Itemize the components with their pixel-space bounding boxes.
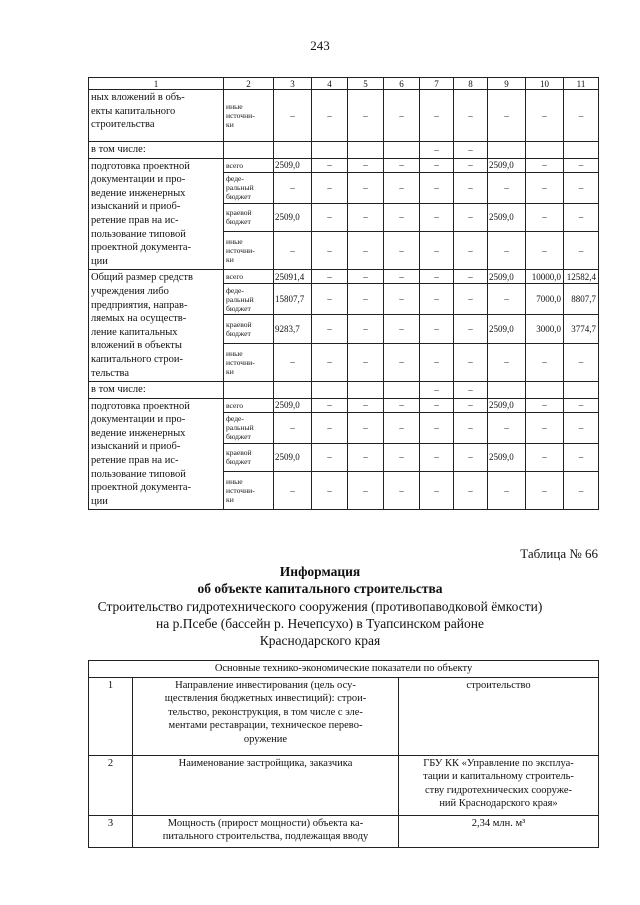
value-cell: – bbox=[454, 142, 488, 159]
value-cell: 12582,4 bbox=[564, 270, 599, 284]
funding-source: феде- ральный бюджет bbox=[224, 412, 274, 443]
value-cell: – bbox=[348, 270, 384, 284]
funding-source: феде- ральный бюджет bbox=[224, 284, 274, 315]
value-cell: – bbox=[384, 270, 420, 284]
value-cell: 2509,0 bbox=[488, 270, 526, 284]
funding-source: иные источни- ки bbox=[224, 231, 274, 269]
value-cell: – bbox=[526, 472, 564, 510]
column-header: 1 bbox=[89, 78, 224, 90]
value-cell: – bbox=[420, 172, 454, 203]
value-cell: – bbox=[488, 412, 526, 443]
funding-source: всего bbox=[224, 398, 274, 412]
value-cell: – bbox=[348, 284, 384, 315]
value-cell: – bbox=[454, 398, 488, 412]
value-cell: – bbox=[312, 412, 348, 443]
funding-source: иные источни- ки bbox=[224, 472, 274, 510]
value-cell: – bbox=[348, 158, 384, 172]
value-cell: – bbox=[348, 443, 384, 471]
value-cell: – bbox=[488, 231, 526, 269]
value-cell: 10000,0 bbox=[526, 270, 564, 284]
value-cell: – bbox=[420, 284, 454, 315]
value-cell: – bbox=[312, 284, 348, 315]
funding-source: краевой бюджет bbox=[224, 315, 274, 343]
table-row bbox=[89, 270, 599, 284]
value-cell: 2509,0 bbox=[274, 203, 312, 231]
value-cell: – bbox=[526, 412, 564, 443]
value-cell bbox=[384, 382, 420, 399]
indicator-row bbox=[89, 755, 599, 815]
value-cell: – bbox=[564, 343, 599, 381]
column-header: 3 bbox=[274, 78, 312, 90]
value-cell: – bbox=[564, 412, 599, 443]
value-cell: 2509,0 bbox=[488, 398, 526, 412]
value-cell: 9283,7 bbox=[274, 315, 312, 343]
row-description: в том числе: bbox=[89, 142, 224, 159]
value-cell: – bbox=[564, 443, 599, 471]
value-cell: – bbox=[348, 343, 384, 381]
header-row bbox=[89, 78, 599, 90]
column-header: 9 bbox=[488, 78, 526, 90]
value-cell: – bbox=[312, 231, 348, 269]
value-cell: – bbox=[384, 90, 420, 142]
value-cell: – bbox=[312, 443, 348, 471]
value-cell: 25091,4 bbox=[274, 270, 312, 284]
value-cell: – bbox=[454, 443, 488, 471]
value-cell: – bbox=[454, 90, 488, 142]
value-cell: – bbox=[384, 412, 420, 443]
value-cell: – bbox=[420, 142, 454, 159]
value-cell: – bbox=[526, 343, 564, 381]
info-title: Информация bbox=[279, 564, 361, 579]
funding-source bbox=[224, 382, 274, 399]
value-cell: – bbox=[274, 231, 312, 269]
value-cell: – bbox=[312, 398, 348, 412]
value-cell: – bbox=[384, 203, 420, 231]
value-cell: – bbox=[488, 472, 526, 510]
indicator-value: 2,34 млн. м³ bbox=[399, 815, 599, 847]
value-cell: 2509,0 bbox=[488, 315, 526, 343]
value-cell: – bbox=[274, 90, 312, 142]
value-cell: – bbox=[274, 343, 312, 381]
value-cell: – bbox=[564, 172, 599, 203]
indicator-row bbox=[89, 815, 599, 847]
value-cell: – bbox=[384, 158, 420, 172]
funding-source bbox=[224, 142, 274, 159]
funding-table bbox=[88, 77, 599, 510]
value-cell: – bbox=[384, 172, 420, 203]
value-cell: 3774,7 bbox=[564, 315, 599, 343]
page-number: 243 bbox=[310, 38, 330, 53]
value-cell: – bbox=[348, 90, 384, 142]
value-cell: – bbox=[420, 231, 454, 269]
indicator-number: 3 bbox=[89, 815, 133, 847]
value-cell: – bbox=[420, 398, 454, 412]
value-cell: 2509,0 bbox=[274, 398, 312, 412]
value-cell bbox=[348, 382, 384, 399]
object-name-line-3: Краснодарского края bbox=[259, 633, 381, 648]
value-cell: – bbox=[526, 172, 564, 203]
value-cell: – bbox=[348, 231, 384, 269]
value-cell bbox=[526, 382, 564, 399]
funding-source: всего bbox=[224, 270, 274, 284]
indicator-row bbox=[89, 677, 599, 755]
value-cell: – bbox=[564, 231, 599, 269]
value-cell: 8807,7 bbox=[564, 284, 599, 315]
value-cell: – bbox=[312, 472, 348, 510]
column-header: 8 bbox=[454, 78, 488, 90]
value-cell: – bbox=[454, 412, 488, 443]
value-cell: – bbox=[564, 472, 599, 510]
value-cell: – bbox=[526, 90, 564, 142]
column-header: 4 bbox=[312, 78, 348, 90]
value-cell bbox=[274, 142, 312, 159]
value-cell: – bbox=[564, 203, 599, 231]
row-description: подготовка проектной документации и про- ведение инженерных изысканий и приоб- ретение прав на ис- пользование типовой проектной документа- ции bbox=[89, 158, 224, 270]
funding-source: всего bbox=[224, 158, 274, 172]
value-cell: – bbox=[454, 158, 488, 172]
value-cell: – bbox=[348, 203, 384, 231]
value-cell: – bbox=[348, 315, 384, 343]
value-cell bbox=[312, 142, 348, 159]
column-header: 6 bbox=[384, 78, 420, 90]
value-cell: 2509,0 bbox=[274, 443, 312, 471]
value-cell: – bbox=[454, 270, 488, 284]
funding-source: феде- ральный бюджет bbox=[224, 172, 274, 203]
column-header: 5 bbox=[348, 78, 384, 90]
value-cell bbox=[564, 142, 599, 159]
value-cell: – bbox=[384, 231, 420, 269]
funding-source: краевой бюджет bbox=[224, 203, 274, 231]
value-cell bbox=[274, 382, 312, 399]
object-name-line-2: на р.Псебе (бассейн р. Нечепсухо) в Туапсинском районе bbox=[156, 616, 484, 631]
value-cell: – bbox=[420, 412, 454, 443]
value-cell bbox=[526, 142, 564, 159]
value-cell: – bbox=[488, 172, 526, 203]
column-header: 7 bbox=[420, 78, 454, 90]
value-cell: – bbox=[488, 90, 526, 142]
value-cell: – bbox=[312, 270, 348, 284]
row-description: Общий размер средств учреждения либо предприятия, направ- ляемых на осуществ- ление капитальных вложений в объекты капитального строи- тельства bbox=[89, 270, 224, 382]
table-row bbox=[89, 398, 599, 412]
table-caption: Таблица № 66 bbox=[520, 546, 598, 561]
value-cell: – bbox=[384, 443, 420, 471]
value-cell: – bbox=[488, 343, 526, 381]
value-cell: – bbox=[488, 284, 526, 315]
value-cell: – bbox=[526, 231, 564, 269]
value-cell: – bbox=[348, 412, 384, 443]
value-cell: – bbox=[420, 343, 454, 381]
value-cell: – bbox=[420, 203, 454, 231]
value-cell: – bbox=[312, 158, 348, 172]
info-subtitle: об объекте капитального строительства bbox=[197, 581, 443, 596]
column-header: 2 bbox=[224, 78, 274, 90]
value-cell: 2509,0 bbox=[488, 158, 526, 172]
table-row bbox=[89, 382, 599, 399]
table-row bbox=[89, 142, 599, 159]
value-cell: 2509,0 bbox=[274, 158, 312, 172]
value-cell: 15807,7 bbox=[274, 284, 312, 315]
indicator-label: Направление инвестирования (цель осу- ществления бюджетных инвестиций): строи- тельство, реконструкция, в том числе с эле- ментами реставрации, техническое перево- оружение bbox=[133, 677, 399, 755]
funding-source: иные источни- ки bbox=[224, 343, 274, 381]
value-cell: – bbox=[348, 172, 384, 203]
value-cell: – bbox=[454, 284, 488, 315]
funding-source: иные источни- ки bbox=[224, 90, 274, 142]
value-cell: – bbox=[454, 203, 488, 231]
table-row bbox=[89, 158, 599, 172]
value-cell: – bbox=[526, 443, 564, 471]
value-cell: – bbox=[454, 382, 488, 399]
object-name-line-1: Строительство гидротехнического сооружения (противопаводковой ёмкости) bbox=[97, 599, 543, 614]
indicator-number: 2 bbox=[89, 755, 133, 815]
value-cell: 7000,0 bbox=[526, 284, 564, 315]
value-cell bbox=[348, 142, 384, 159]
indicator-number: 1 bbox=[89, 677, 133, 755]
value-cell: – bbox=[420, 158, 454, 172]
value-cell: – bbox=[384, 398, 420, 412]
indicators-header: Основные технико-экономические показатели по объекту bbox=[89, 661, 599, 678]
value-cell: – bbox=[454, 315, 488, 343]
column-header: 10 bbox=[526, 78, 564, 90]
value-cell: – bbox=[274, 172, 312, 203]
value-cell: – bbox=[564, 158, 599, 172]
value-cell: – bbox=[384, 315, 420, 343]
value-cell bbox=[312, 382, 348, 399]
value-cell: – bbox=[526, 398, 564, 412]
value-cell: – bbox=[384, 472, 420, 510]
value-cell: – bbox=[454, 472, 488, 510]
value-cell: – bbox=[274, 472, 312, 510]
indicator-label: Мощность (прирост мощности) объекта ка- питального строительства, подлежащая вводу bbox=[133, 815, 399, 847]
indicator-value: строительство bbox=[399, 677, 599, 755]
value-cell: – bbox=[420, 443, 454, 471]
row-description: подготовка проектной документации и про- ведение инженерных изысканий и приоб- ретение прав на ис- пользование типовой проектной документа- ции bbox=[89, 398, 224, 510]
value-cell: – bbox=[526, 203, 564, 231]
value-cell: – bbox=[420, 270, 454, 284]
value-cell: – bbox=[384, 284, 420, 315]
value-cell: – bbox=[564, 90, 599, 142]
value-cell: – bbox=[454, 343, 488, 381]
indicator-value: ГБУ КК «Управление по эксплуа- тации и капитальному строитель- ству гидротехнических сооруже- ний Краснодарского края» bbox=[399, 755, 599, 815]
value-cell: – bbox=[312, 315, 348, 343]
value-cell: 2509,0 bbox=[488, 443, 526, 471]
value-cell: 2509,0 bbox=[488, 203, 526, 231]
value-cell: – bbox=[454, 231, 488, 269]
value-cell: – bbox=[420, 315, 454, 343]
value-cell: – bbox=[420, 382, 454, 399]
value-cell: 3000,0 bbox=[526, 315, 564, 343]
column-header: 11 bbox=[564, 78, 599, 90]
indicator-label: Наименование застройщика, заказчика bbox=[133, 755, 399, 815]
row-description: ных вложений в объ- екты капитального строительства bbox=[89, 90, 224, 142]
indicators-header-row bbox=[89, 661, 599, 678]
value-cell bbox=[488, 382, 526, 399]
value-cell: – bbox=[312, 172, 348, 203]
value-cell: – bbox=[384, 343, 420, 381]
value-cell: – bbox=[312, 203, 348, 231]
value-cell: – bbox=[348, 472, 384, 510]
value-cell: – bbox=[420, 90, 454, 142]
value-cell: – bbox=[454, 172, 488, 203]
value-cell: – bbox=[348, 398, 384, 412]
funding-source: краевой бюджет bbox=[224, 443, 274, 471]
indicators-table bbox=[88, 660, 599, 848]
row-description: в том числе: bbox=[89, 382, 224, 399]
value-cell: – bbox=[274, 412, 312, 443]
value-cell: – bbox=[420, 472, 454, 510]
value-cell: – bbox=[312, 90, 348, 142]
value-cell: – bbox=[312, 343, 348, 381]
value-cell: – bbox=[564, 398, 599, 412]
value-cell bbox=[488, 142, 526, 159]
value-cell bbox=[384, 142, 420, 159]
value-cell: – bbox=[526, 158, 564, 172]
table-row bbox=[89, 90, 599, 142]
value-cell bbox=[564, 382, 599, 399]
